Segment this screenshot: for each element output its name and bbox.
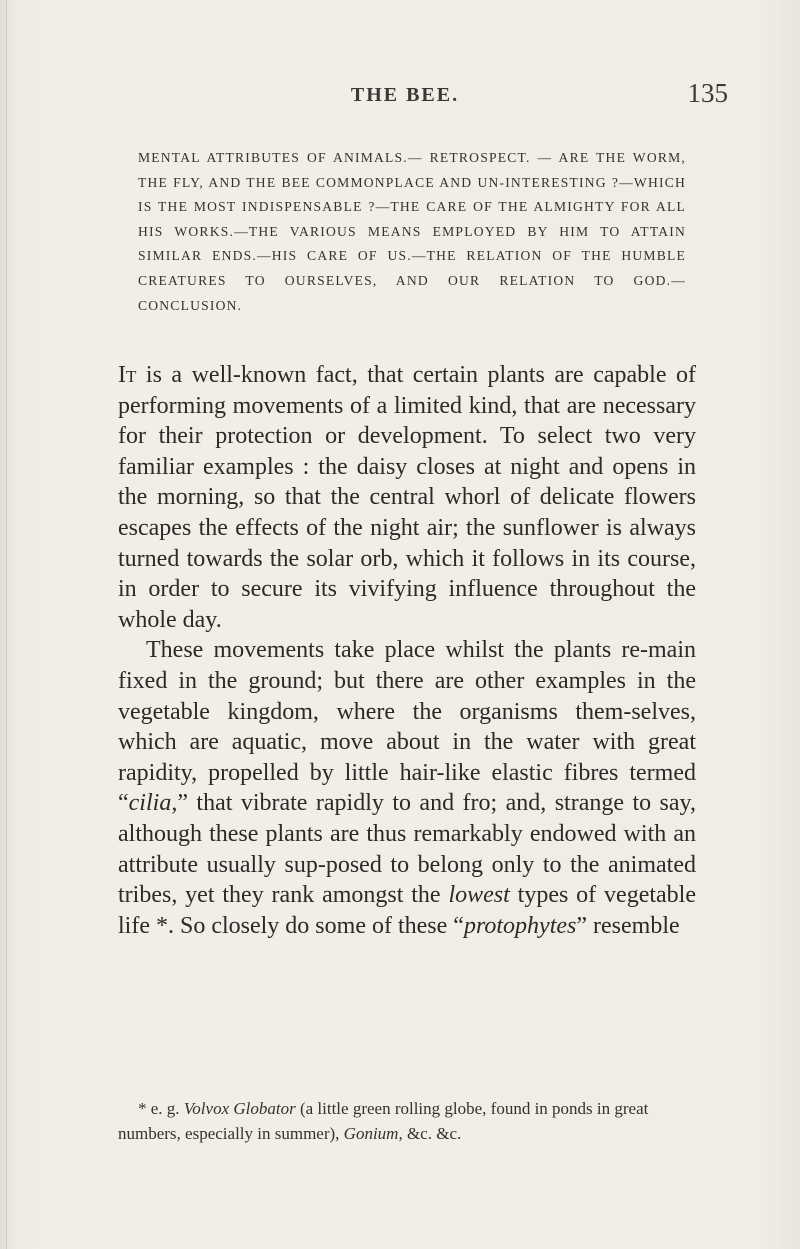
footnote-text-a: * e. g. bbox=[138, 1099, 184, 1118]
term-cilia: cilia, bbox=[128, 790, 178, 817]
term-protophytes: protophytes bbox=[463, 912, 577, 939]
binding-gutter bbox=[6, 0, 7, 1249]
term-lowest: lowest bbox=[448, 882, 510, 909]
chapter-summary: MENTAL ATTRIBUTES OF ANIMALS.— RETROSPECT. — ARE THE WORM, THE FLY, AND THE BEE COMMONPLACE AND UN-INTERESTING ?—WHICH IS THE MOST INDISPENSABLE ?—THE CARE OF THE ALMIGHTY FOR ALL HIS WORKS.—THE VARIOUS MEANS EMPLOYED BY HIM TO ATTAIN SIMILAR ENDS.—HIS CARE OF US.—THE RELATION OF THE HUMBLE CREATURES TO OURSELVES, AND OUR RELATION TO GOD.—CONCLUSION. bbox=[138, 150, 686, 313]
paragraph-2-text-d: ” resemble bbox=[576, 912, 680, 939]
footnote-gonium: Gonium, bbox=[343, 1124, 403, 1143]
footnote-text-c: &c. &c. bbox=[402, 1124, 462, 1143]
page-number: 135 bbox=[687, 78, 728, 108]
body-text bbox=[118, 360, 696, 941]
paragraph-2-text-b: ” that vibrate rapidly to and fro; and, strange to say, although these plants are thus remarkably endowed with an attribute usually sup-posed to belong only to the animated tribes, yet they rank amongst the bbox=[118, 790, 696, 909]
footnote-text-b: (a little green rolling globe, found in ponds in great numbers, especially in summer), bbox=[118, 1099, 649, 1143]
paragraph-2-text-c: types of vegetable life *. So closely do some of these “ bbox=[118, 882, 696, 939]
footnote-volvox: Volvox Globator bbox=[183, 1099, 296, 1118]
footnote bbox=[118, 1096, 696, 1146]
paragraph-1-text: is a well-known fact, that certain plants are capable of performing movements of a limited kind, that are necessary for their protection or development. To select two very familiar examples : the daisy closes at night and opens in the morning, so that the central whorl of delicate flowers escapes the effects of the night air; the sunflower is always turned towards the solar orb, which it follows in its course, in order to secure its vivifying influence throughout the whole day. bbox=[118, 362, 696, 633]
paragraph-2-text-a: These movements take place whilst the plants re-main fixed in the ground; but there are other examples in the vegetable kingdom, where the organisms them-selves, which are aquatic, move about in the water with great rapidity, propelled by little hair-like elastic fibres termed “ bbox=[118, 637, 696, 817]
paragraph-2 bbox=[118, 635, 696, 941]
paragraph-1 bbox=[118, 360, 696, 635]
paragraph-1-first-word: It bbox=[118, 362, 137, 388]
running-head-title: THE BEE. bbox=[350, 84, 460, 106]
running-head bbox=[120, 78, 728, 116]
